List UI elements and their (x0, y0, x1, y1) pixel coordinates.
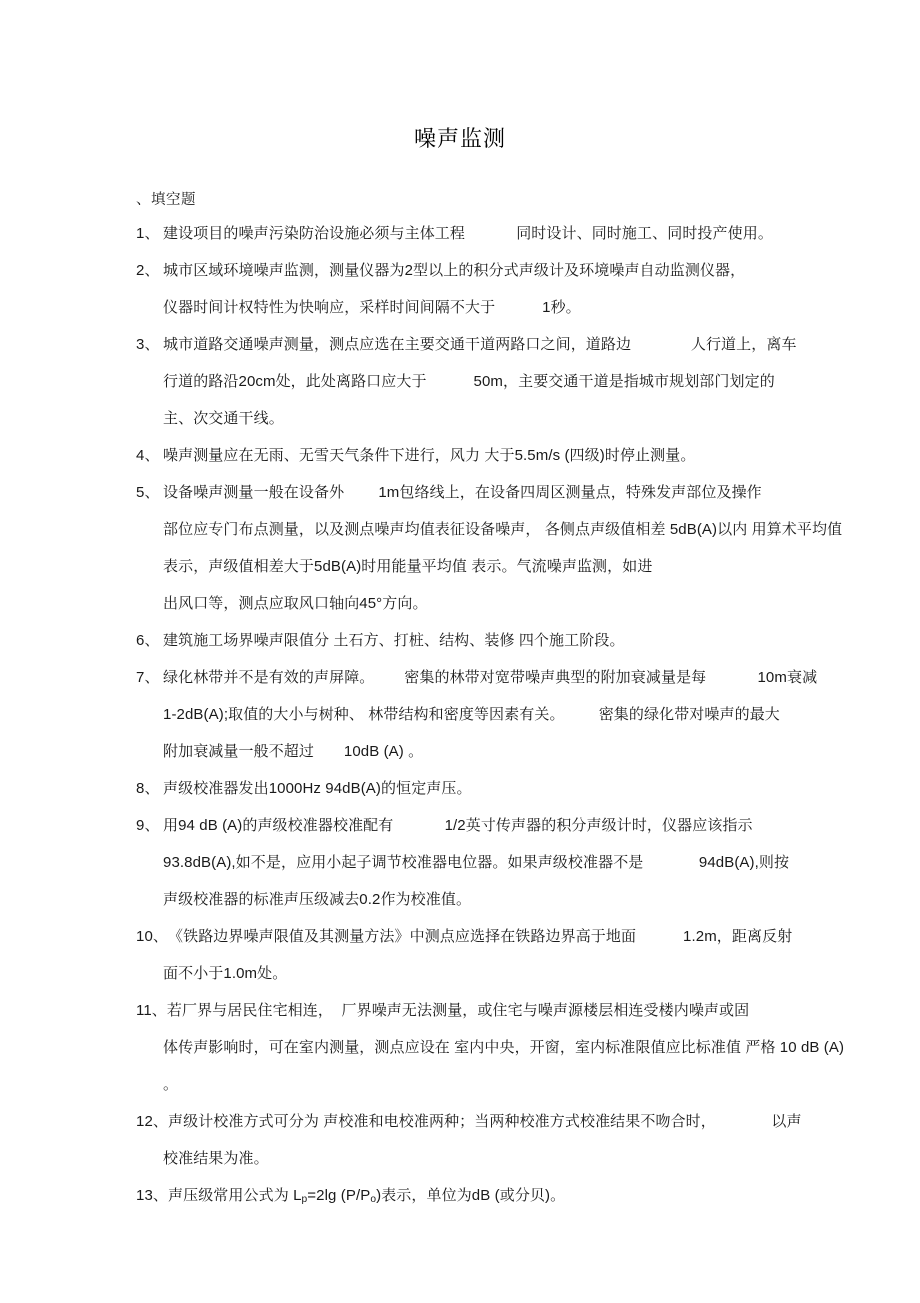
question-text: 校准结果为准。 (163, 1150, 269, 1167)
question-text: 主、次交通干线。 (163, 410, 284, 427)
question-first-line (0, 992, 920, 1029)
question-number: 4、 (136, 447, 160, 464)
question-text: 若厂界与居民住宅相连， 厂界噪声无法测量，或住宅与噪声源楼层相连受楼内噪声或固 (166, 1002, 750, 1019)
question-text: 1-2dB(A);取值的大小与树种、 林带结构和密度等因素有关。 密集的绿化带对噪声的最大 (163, 706, 780, 723)
question-item (0, 1177, 920, 1214)
question-item (0, 992, 920, 1103)
question-text: 声压级常用公式为 $L_p=2\lg$ $(P/P_o)$表示，单位为dB (或分贝)。 (168, 1187, 566, 1206)
question-first-line (0, 918, 920, 955)
question-continuation-line (0, 548, 920, 585)
question-item (0, 622, 920, 659)
question-text: 面不小于1.0m处。 (163, 965, 288, 982)
question-first-line (0, 474, 920, 511)
question-item (0, 1103, 920, 1177)
question-continuation-line (0, 1066, 920, 1103)
question-text: 附加衰减量一般不超过 10dB (A) 。 (163, 743, 424, 760)
question-text: 声级校准器的标准声压级减去0.2作为校准值。 (163, 891, 472, 908)
question-text: 用94 dB (A)的声级校准器校准配有 1/2英寸传声器的积分声级计时，仪器应该指示 (163, 817, 753, 834)
question-item (0, 252, 920, 326)
question-first-line (0, 807, 920, 844)
question-text: 出风口等，测点应取风口轴向45°方向。 (163, 595, 428, 612)
question-continuation-line (0, 511, 920, 548)
question-number: 11、 (136, 1002, 167, 1019)
question-text: 仪器时间计权特性为快响应，采样时间间隔不大于 1秒。 (163, 299, 581, 316)
question-text: 表示，声级值相差大于5dB(A)时用能量平均值 表示。气流噪声监测，如进 (163, 558, 653, 575)
question-text: 建设项目的噪声污染防治设施必须与主体工程 同时设计、同时施工、同时投产使用。 (163, 225, 773, 242)
question-first-line (0, 659, 920, 696)
question-text: 声级校准器发出1000Hz 94dB(A)的恒定声压。 (163, 780, 472, 797)
question-continuation-line (0, 955, 920, 992)
question-number: 13、 (136, 1187, 168, 1204)
question-text: 城市道路交通噪声测量，测点应选在主要交通干道两路口之间，道路边 人行道上，离车 (163, 336, 797, 353)
question-first-line (0, 252, 920, 289)
question-text: 部位应专门布点测量，以及测点噪声均值表征设备噪声， 各侧点声级值相差 5dB(A)以内 用算术平均值 (163, 521, 843, 538)
question-text: 噪声测量应在无雨、无雪天气条件下进行，风力 大于5.5m/s (四级)时停止测量。 (163, 447, 696, 464)
question-item (0, 807, 920, 918)
question-continuation-line (0, 1140, 920, 1177)
question-continuation-line (0, 696, 920, 733)
formula-subscript-o: o (370, 1194, 377, 1206)
question-item (0, 437, 920, 474)
question-number: 1、 (136, 225, 160, 242)
question-item (0, 215, 920, 252)
question-text: 建筑施工场界噪声限值分 土石方、打桩、结构、装修 四个施工阶段。 (163, 632, 625, 649)
question-number: 10、 (136, 928, 168, 945)
question-continuation-line (0, 881, 920, 918)
question-continuation-line (0, 1029, 920, 1066)
question-first-line (0, 770, 920, 807)
question-first-line (0, 437, 920, 474)
question-text: 体传声影响时，可在室内测量，测点应设在 室内中央，开窗，室内标准限值应比标准值 严格 10 dB (A) (163, 1039, 845, 1056)
question-number: 6、 (136, 632, 160, 649)
question-continuation-line (0, 844, 920, 881)
question-text: 。 (163, 1076, 179, 1093)
question-number: 8、 (136, 780, 160, 797)
question-continuation-line (0, 585, 920, 622)
question-text: 行道的路沿20cm处，此处离路口应大于 50m，主要交通干道是指城市规划部门划定的 (163, 373, 775, 390)
question-item (0, 770, 920, 807)
question-number: 3、 (136, 336, 160, 353)
question-number: 7、 (136, 669, 160, 686)
question-text: 《铁路边界噪声限值及其测量方法》中测点应选择在铁路边界高于地面 1.2m，距离反射 (168, 928, 793, 945)
question-first-line (0, 1177, 920, 1214)
question-text: 城市区域环境噪声监测，测量仪器为2型以上的积分式声级计及环境噪声自动监测仪器， (163, 262, 746, 279)
question-continuation-line (0, 400, 920, 437)
question-text: 设备噪声测量一般在设备外 1m包络线上，在设备四周区测量点，特殊发声部位及操作 (163, 484, 762, 501)
question-first-line (0, 622, 920, 659)
question-item (0, 918, 920, 992)
question-text: 声级计校准方式可分为 声校准和电校准两种；当两种校准方式校准结果不吻合时， 以声 (168, 1113, 802, 1130)
question-text: 绿化林带并不是有效的声屏障。 密集的林带对宽带噪声典型的附加衰减量是每 10m衰减 (163, 669, 818, 686)
section-heading-fill-in-the-blank: 、填空题 (136, 192, 196, 208)
question-number: 5、 (136, 484, 160, 501)
question-text: 93.8dB(A),如不是，应用小起子调节校准器电位器。如果声级校准器不是 94dB(A),则按 (163, 854, 790, 871)
question-first-line (0, 1103, 920, 1140)
question-item (0, 326, 920, 437)
question-continuation-line (0, 289, 920, 326)
question-number: 2、 (136, 262, 160, 279)
formula-subscript-p: p (301, 1194, 308, 1206)
page-title: 噪声监测 (413, 126, 506, 151)
question-item (0, 659, 920, 770)
question-number: 9、 (136, 817, 160, 834)
question-number: 12、 (136, 1113, 168, 1130)
question-continuation-line (0, 363, 920, 400)
question-continuation-line (0, 733, 920, 770)
question-first-line (0, 215, 920, 252)
question-first-line (0, 326, 920, 363)
question-item (0, 474, 920, 622)
question-list (0, 215, 920, 1214)
